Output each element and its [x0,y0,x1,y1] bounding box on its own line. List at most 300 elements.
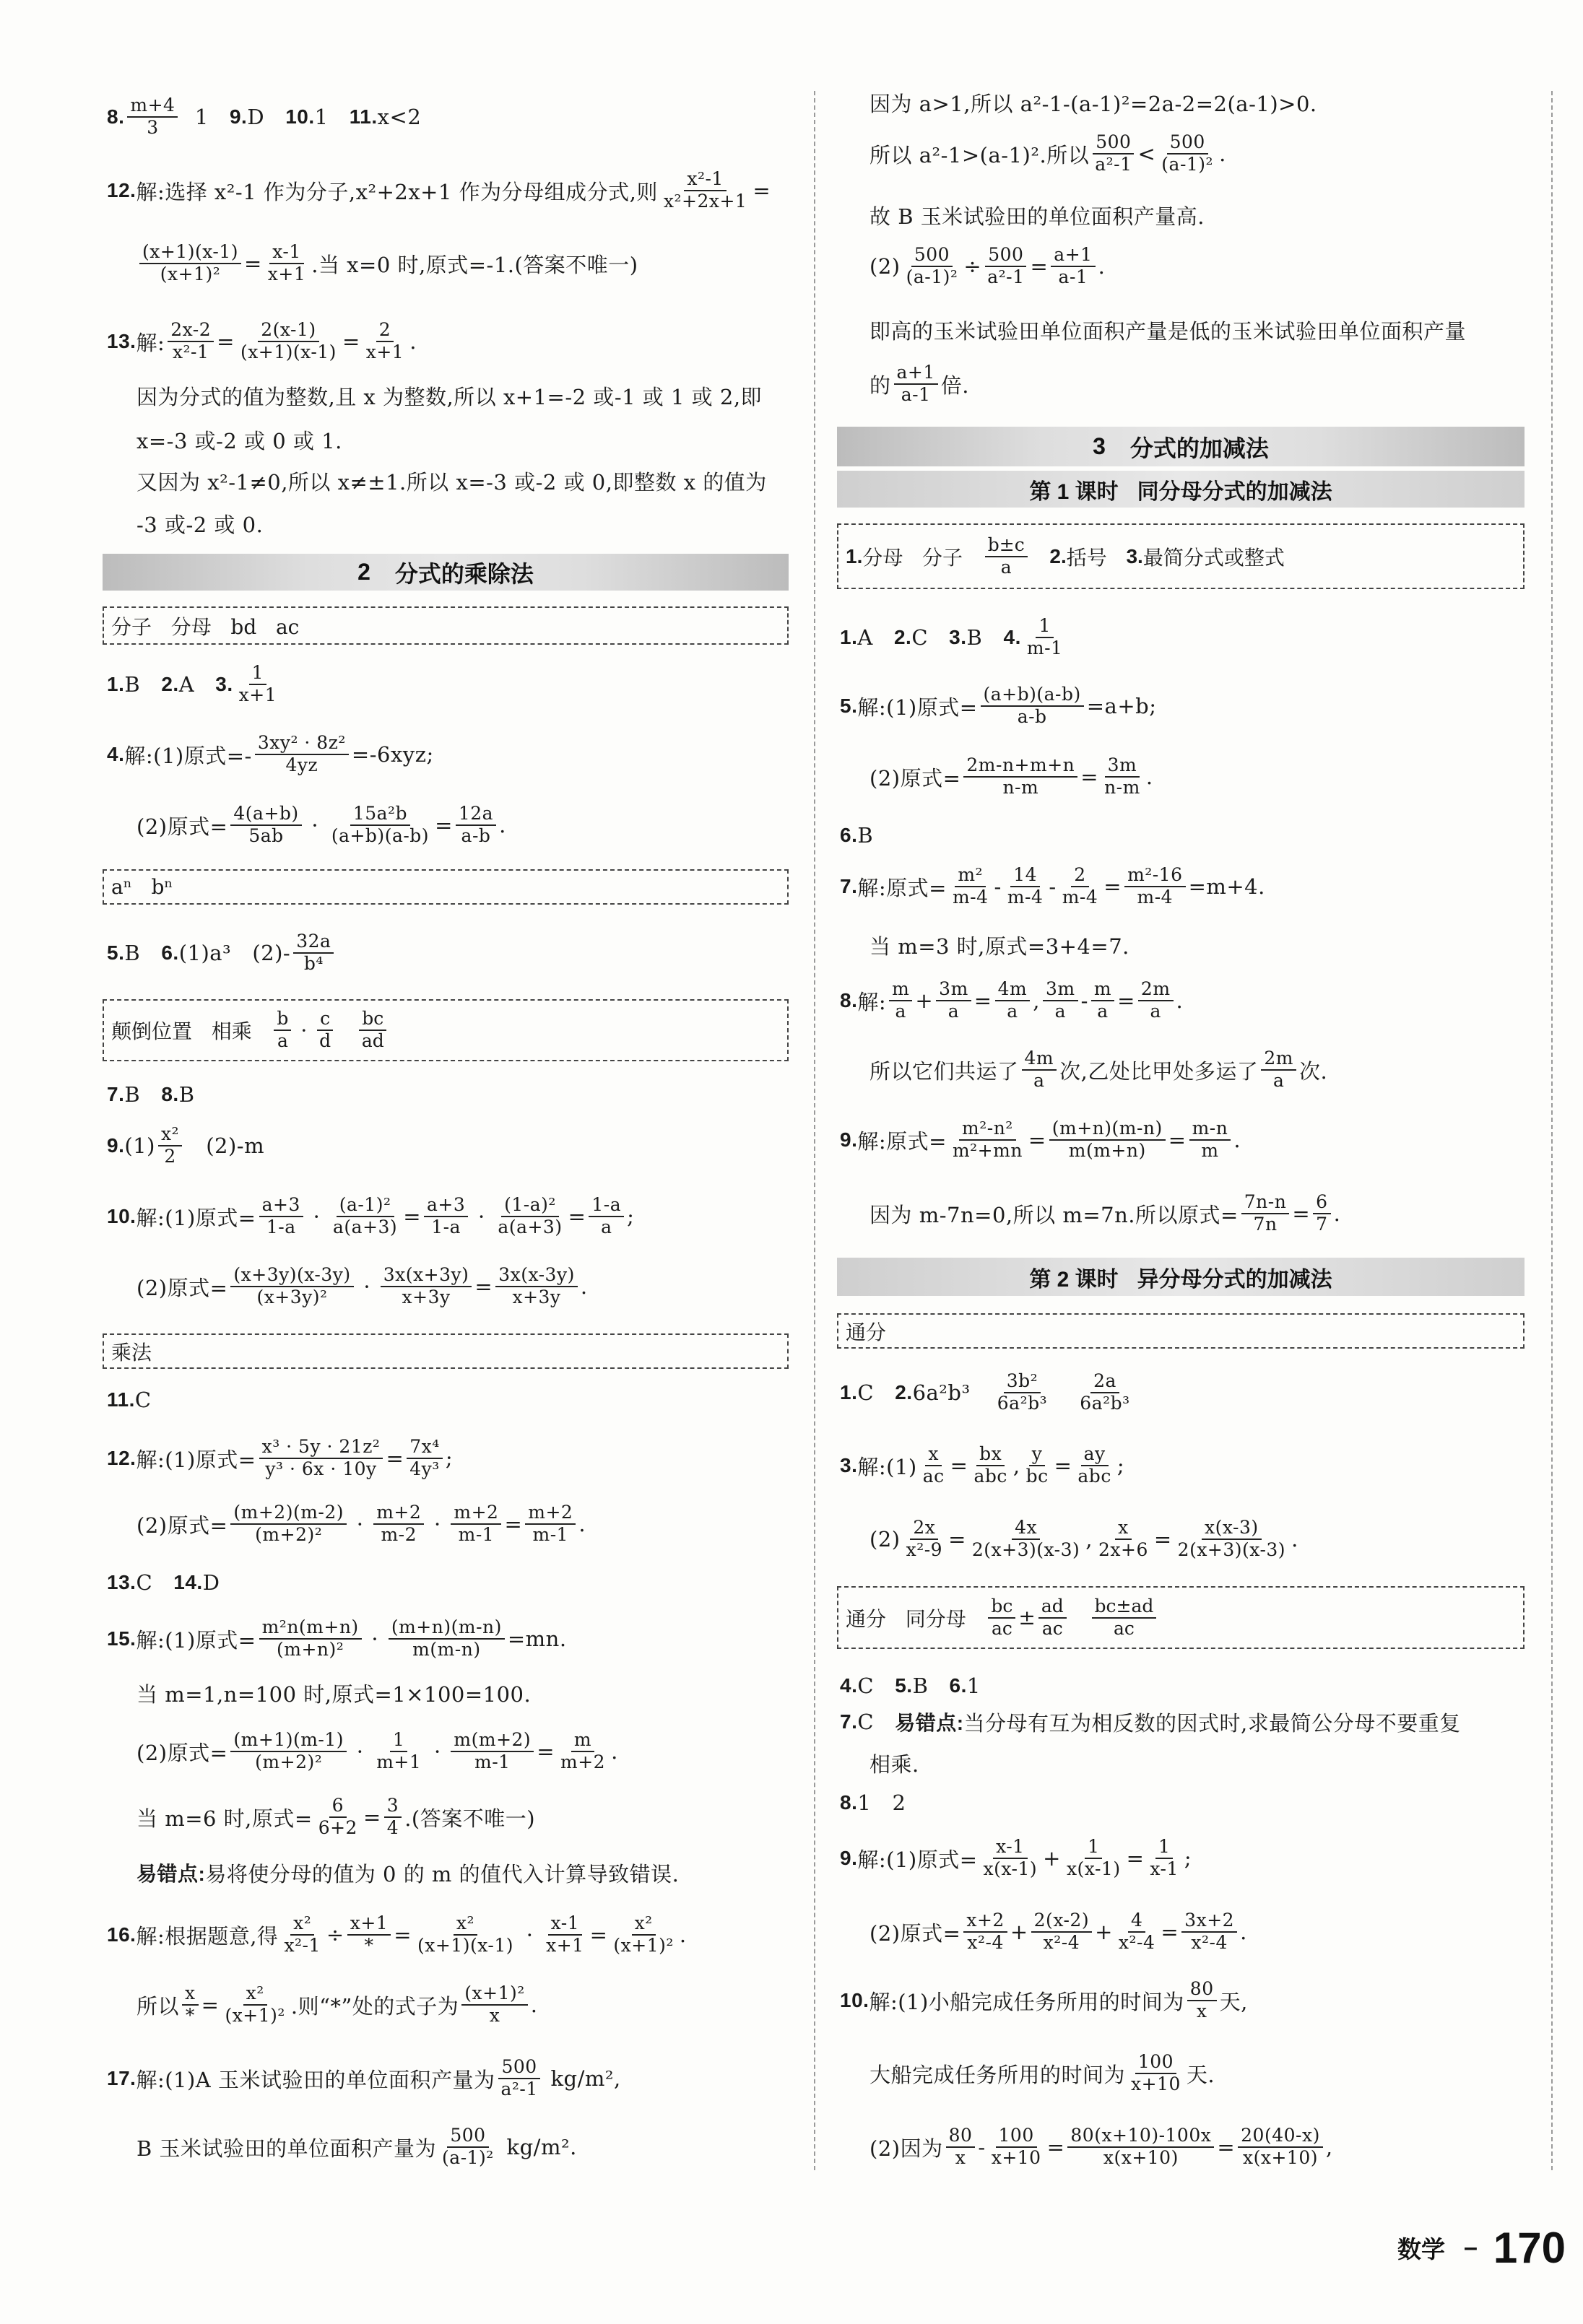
numerator: (x+3y)(x-3y) [230,1265,353,1287]
denominator: a [1054,1001,1066,1022]
answer-line [107,1123,264,1169]
text-segment: B 玉米试验田的单位面积产量为 [136,2136,437,2161]
text-segment: C [857,1674,895,1698]
denominator: * [364,1935,374,1956]
key-points-box [103,1333,789,1369]
fraction [1096,1518,1151,1561]
bold-label: 11. [107,1388,135,1411]
numerator: 500 [911,245,953,267]
text-segment: . [1233,1128,1241,1152]
denominator: a [895,1001,906,1022]
numerator: x² [632,1913,656,1936]
text-segment: D [247,105,286,129]
denominator: b⁴ [303,953,324,974]
numerator: x-1 [993,1837,1028,1859]
numerator: 4m [995,979,1031,1001]
text-segment: 分子 分母 bd ac [111,614,300,639]
fraction [1022,1048,1057,1092]
bold-label: 15. [107,1627,136,1650]
text-segment: (2)因为 [869,2136,943,2161]
numerator: 3x+2 [1181,1910,1237,1933]
numerator: 7n-n [1241,1192,1290,1214]
answer-line [107,2055,621,2102]
answer-line [869,361,969,407]
numerator: 2m [1261,1048,1296,1071]
fraction [1189,1118,1231,1162]
answer-line [840,1442,1124,1489]
text-segment: 解:原式= [857,875,947,900]
answer-line [869,1516,1298,1562]
text-segment: + [1043,1846,1061,1871]
fraction [230,1502,347,1546]
text-segment [1053,1380,1074,1405]
text-segment: - [978,2135,986,2159]
fraction [558,1730,608,1773]
numerator: m [1091,979,1114,1001]
bold-label: 9. [840,1847,858,1869]
answer-line [107,1912,687,1958]
numerator: ay [1081,1444,1109,1466]
text-segment: = [394,1923,412,1947]
bold-label: 易错点: [895,1712,964,1734]
fraction [610,1913,676,1957]
text-segment: . [1098,254,1106,279]
text-segment: ± [1018,1606,1036,1629]
denominator: (x+3y)² [256,1287,328,1307]
bold-label: 3. [1126,544,1143,567]
denominator: m-1 [1026,637,1063,658]
fraction [222,1983,287,2027]
text-segment: - [994,874,1002,899]
fraction [971,1444,1010,1487]
lesson-header [837,471,1525,508]
bold-label: 6. [840,824,858,846]
text-segment: = [363,1805,381,1829]
text-segment: 6a²b³ [912,1380,992,1405]
text-segment [337,1019,356,1043]
fraction [415,1913,516,1957]
denominator: ac [991,1617,1012,1639]
numerator: x² [158,1124,182,1146]
text-segment: + [1010,1920,1028,1944]
text-segment: 1 2 [857,1790,906,1815]
answer-line [840,1835,1192,1881]
numerator: 80(x+10)-100x [1067,2125,1214,2148]
fraction [363,320,407,363]
numerator: x [182,1983,199,2006]
section-header [837,427,1525,466]
denominator: a-1 [1058,266,1088,287]
text-segment: = [201,1993,220,2017]
numerator: x-1 [548,1913,583,1936]
fraction [316,1796,360,1839]
text-segment: + [1095,1920,1113,1944]
denominator: x(x-1) [983,1858,1038,1879]
text-segment: 括号 [1066,545,1127,570]
fraction [1261,1048,1296,1092]
bold-label: 7. [840,1710,858,1733]
text-segment: 1 [314,105,350,129]
denominator: a [1000,556,1012,578]
fraction [1024,616,1066,659]
text-segment: = [474,1274,493,1299]
text-segment: ; [627,1204,635,1229]
answer-line [840,978,1183,1024]
text-segment: 解: [857,989,887,1014]
numerator: (m+n)(m-n) [1049,1118,1166,1141]
denominator: a(a+3) [498,1217,563,1237]
fraction [1138,979,1174,1022]
numerator: x² [454,1913,477,1936]
text-segment: C [857,1380,895,1405]
bold-label: 2. [893,626,912,648]
denominator: x+10 [1131,2073,1181,2094]
denominator: 3 [147,117,159,138]
numerator: 3x(x-3y) [495,1265,578,1287]
denominator: (a+b)(a-b) [331,825,430,846]
text-segment: ; [1184,1846,1192,1871]
text-segment: 1 [181,105,230,129]
numerator: x+1 [347,1913,391,1936]
text-segment: + [915,988,934,1013]
fraction [373,1730,424,1773]
denominator: (m+n)² [276,1639,344,1660]
right-edge-divider [1551,91,1553,2170]
fraction [946,2125,976,2169]
fraction [994,1371,1050,1414]
answer-line [869,131,1226,177]
text-segment: 解:(1)原式= [857,1847,978,1872]
fraction [373,1502,424,1546]
text-segment: 解:原式= [857,1128,947,1154]
text-segment: =mn. [507,1627,567,1651]
text-segment: 当 m=3 时,原式=3+4=7. [869,933,1129,959]
bold-label: 5. [107,941,125,964]
denominator: (a-1)² [906,266,958,287]
text-segment [1070,1606,1089,1629]
text-segment: B [966,625,1004,650]
text-segment: ; [445,1446,454,1471]
page-footer [1397,2220,1566,2275]
subject-label: 数学 [1397,2235,1445,2263]
answer-line [869,1047,1327,1093]
text-segment: (2)原式= [869,765,961,791]
fraction [498,2057,540,2100]
text-segment: 天. [1186,2062,1215,2087]
fraction [981,1837,1041,1880]
fraction [451,1502,501,1546]
text-segment: kg/m², [543,2066,621,2091]
numerator: x² [290,1913,314,1936]
bold-label: 8. [840,1791,858,1814]
lesson-title: 同分母分式的加减法 [1137,479,1332,504]
denominator: ac [1114,1617,1135,1639]
fraction [903,1518,945,1561]
fraction [274,1009,291,1052]
text-segment: . [1219,142,1226,166]
section-header [103,554,789,591]
fraction [316,1009,334,1052]
denominator: x(x+10) [1103,2147,1179,2168]
answer-line [840,1977,1248,2024]
fraction [969,1518,1083,1561]
bold-label: 6. [949,1674,967,1697]
numerator: m+4 [127,95,178,118]
fraction [281,1913,323,1957]
text-segment: 解:(1)原式= [857,695,978,720]
text-segment: · [350,1512,371,1536]
numerator: m(m+2) [451,1730,534,1752]
text-segment: =-6xyz; [351,742,434,767]
fraction [495,1195,565,1238]
text-segment: = [386,1446,404,1471]
denominator: 4y³ [409,1458,440,1479]
denominator: ac [1041,1617,1063,1639]
fraction [1175,1518,1288,1561]
answer-line [840,1370,1136,1416]
lesson-number: 第 2 课时 [1029,1267,1119,1292]
text-segment: (1) [124,1133,155,1158]
numerator: a+1 [894,362,938,385]
numerator: m+2 [525,1502,576,1525]
denominator: 2(x+3)(x-3) [971,1539,1080,1560]
fraction [894,362,938,406]
text-segment: 因为分式的值为整数,且 x 为整数,所以 x+1=-2 或-1 或 1 或 2,即 [136,384,763,409]
answer-line [107,1193,634,1240]
fraction [1313,1192,1330,1235]
denominator: (x+1)(x-1) [417,1935,513,1956]
fraction [384,1796,402,1839]
denominator: a [1272,1070,1285,1091]
text-segment: 当 m=6 时,原式= [136,1806,313,1831]
denominator: 1-a [431,1217,461,1237]
lesson-header [837,1258,1525,1296]
bold-label: 17. [107,2067,136,2089]
answer-line [840,1780,906,1826]
numerator: 6 [329,1796,347,1818]
numerator: m+2 [373,1502,424,1525]
text-segment: (2)原式= [869,1920,961,1946]
text-segment: . [580,1274,588,1299]
text-segment: = [1168,1128,1187,1152]
fraction [1064,1837,1124,1880]
text-segment [1031,544,1050,568]
bold-label: 13. [107,330,136,352]
denominator: a²-1 [1095,154,1132,175]
denominator: x+3y [402,1287,451,1307]
fraction [920,1444,947,1487]
text-segment: = [753,178,771,203]
text-segment: 倍. [940,373,969,398]
numerator: (x+1)² [461,1983,527,2006]
denominator: m-1 [474,1751,511,1772]
numerator: 3m [1043,979,1078,1001]
lesson-title: 异分母分式的加减法 [1137,1267,1332,1292]
numerator: 2 [1071,865,1088,887]
text-segment: = [1030,254,1049,279]
bold-label: 6. [161,941,179,964]
numerator: x(x-3) [1202,1518,1262,1540]
denominator: x+1 [365,341,404,362]
denominator: m-4 [1007,887,1044,908]
fraction [347,1913,391,1957]
text-segment: D [202,1570,220,1595]
denominator: 4yz [285,754,318,775]
bold-label: 10. [285,105,315,128]
denominator: x(x-1) [1066,1858,1121,1879]
numerator: x [1115,1518,1132,1540]
fraction [259,1195,303,1238]
answer-line [136,417,342,463]
text-segment: · [427,1739,448,1764]
numerator: x³ · 5y · 21z² [259,1437,383,1459]
denominator: a-b [461,825,491,846]
text-segment: 所以它们共运了 [869,1058,1019,1084]
answer-line [869,79,1317,126]
answer-line [869,192,1205,238]
numerator: 3x(x+3y) [381,1265,472,1287]
answer-line [107,318,417,365]
numerator: x² [243,1983,267,2006]
text-segment: (2)原式= [136,814,228,839]
fraction [230,1730,347,1773]
fraction [889,979,912,1022]
text-segment: =m+4. [1188,874,1265,899]
fraction [950,865,992,908]
fraction [255,733,349,776]
denominator: x²-4 [1043,1932,1080,1953]
denominator: m(m-n) [412,1639,481,1660]
text-segment: . [578,1512,586,1536]
numerator: (m+2)(m-2) [230,1502,347,1525]
numerator: 20(40-x) [1238,2125,1323,2148]
text-segment: = [1126,1846,1145,1871]
fraction [1051,245,1095,288]
fraction [1241,1192,1290,1235]
text-segment: B [912,1674,950,1698]
bold-label: 易错点: [136,1863,206,1885]
text-segment: · [519,1923,541,1947]
fraction [495,1265,578,1308]
text-segment: 当 m=1,n=100 时,原式=1×100=100. [136,1681,532,1707]
text-segment: . [679,1923,687,1947]
answer-line [840,1699,1461,1745]
answer-line [107,930,337,976]
text-segment: · [427,1512,448,1536]
denominator: (a-1)² [442,2147,494,2168]
fraction [359,1009,387,1052]
fraction [1116,1910,1158,1954]
key-points-box [837,523,1525,589]
answer-line [136,373,762,419]
text-segment: · [350,1739,371,1764]
fraction [543,1913,586,1957]
text-segment: (2) [869,254,901,279]
fraction [984,245,1027,288]
denominator: m [1201,1140,1219,1161]
numerator: 3m [936,979,971,1001]
denominator: m-4 [1062,887,1098,908]
bold-label: 13. [107,1571,136,1593]
denominator: 6a²b³ [997,1393,1048,1414]
answer-line [107,1377,152,1423]
numerator: 7x⁴ [407,1437,443,1459]
denominator: 4 [386,1817,399,1838]
denominator: 1-a [266,1217,296,1237]
text-segment: = [973,988,992,1013]
answer-line [136,1794,535,1840]
fraction [456,804,496,847]
text-segment: = [1292,1201,1311,1226]
answer-line [107,94,421,140]
text-segment: · [364,1627,386,1651]
bold-label: 1. [840,626,858,648]
text-segment: B [857,823,874,848]
answer-line [136,1728,618,1775]
fraction [1238,2125,1323,2169]
numerator: x [925,1444,942,1466]
bold-label: 2. [161,673,179,695]
text-segment: = [435,813,453,837]
text-segment: 因为 m-7n=0,所以 m=7n.所以原式= [869,1202,1239,1227]
bold-label: 14. [173,1571,203,1593]
denominator: m+1 [376,1751,422,1772]
text-segment: · [471,1204,493,1229]
bold-label: 16. [107,1923,136,1946]
fraction [230,804,301,847]
text-segment: 解: [136,330,165,355]
text-segment: = [504,1512,523,1536]
numerator: (1-a)² [501,1195,559,1217]
numerator: x²-1 [684,169,726,191]
text-segment: 的 [869,373,891,398]
denominator: 6a²b³ [1080,1393,1130,1414]
fraction [988,1596,1015,1640]
text-segment: , [1085,1527,1093,1551]
text-segment: ÷ [963,254,982,279]
answer-line [107,1071,195,1118]
bold-label: 8. [840,989,858,1011]
text-segment: 解:(1)原式=- [124,743,252,768]
text-segment: 次. [1298,1058,1328,1084]
numerator: 2(x-1) [258,320,318,342]
bold-label: 4. [1003,626,1021,648]
text-segment: · [356,1274,378,1299]
text-segment: = [1054,1453,1072,1478]
fraction [1128,2052,1184,2095]
denominator: 2(x+3)(x-3) [1177,1539,1286,1560]
text-segment: = [589,1923,608,1947]
text-segment: 1 [966,1674,981,1698]
text-segment: 大船完成任务所用的时间为 [869,2062,1126,2087]
fraction [950,1118,1025,1162]
numerator: bc [359,1009,386,1031]
section-title: 分式的乘除法 [394,560,534,587]
text-segment: B [124,941,162,965]
text-segment: = [568,1204,586,1229]
denominator: a [1033,1070,1045,1091]
text-segment: . [1176,988,1184,1013]
numerator: 2(x-2) [1031,1910,1092,1933]
fraction [451,1730,534,1773]
text-segment: 解:选择 x²-1 作为分子,x²+2x+1 作为分母组成分式,则 [136,179,658,204]
text-segment: A [857,625,894,650]
numerator: 4 [1128,1910,1145,1933]
bold-label: 7. [840,875,858,897]
bold-label: 4. [840,1674,858,1697]
numerator: x+2 [963,1910,1007,1933]
text-segment: - [1080,988,1088,1013]
